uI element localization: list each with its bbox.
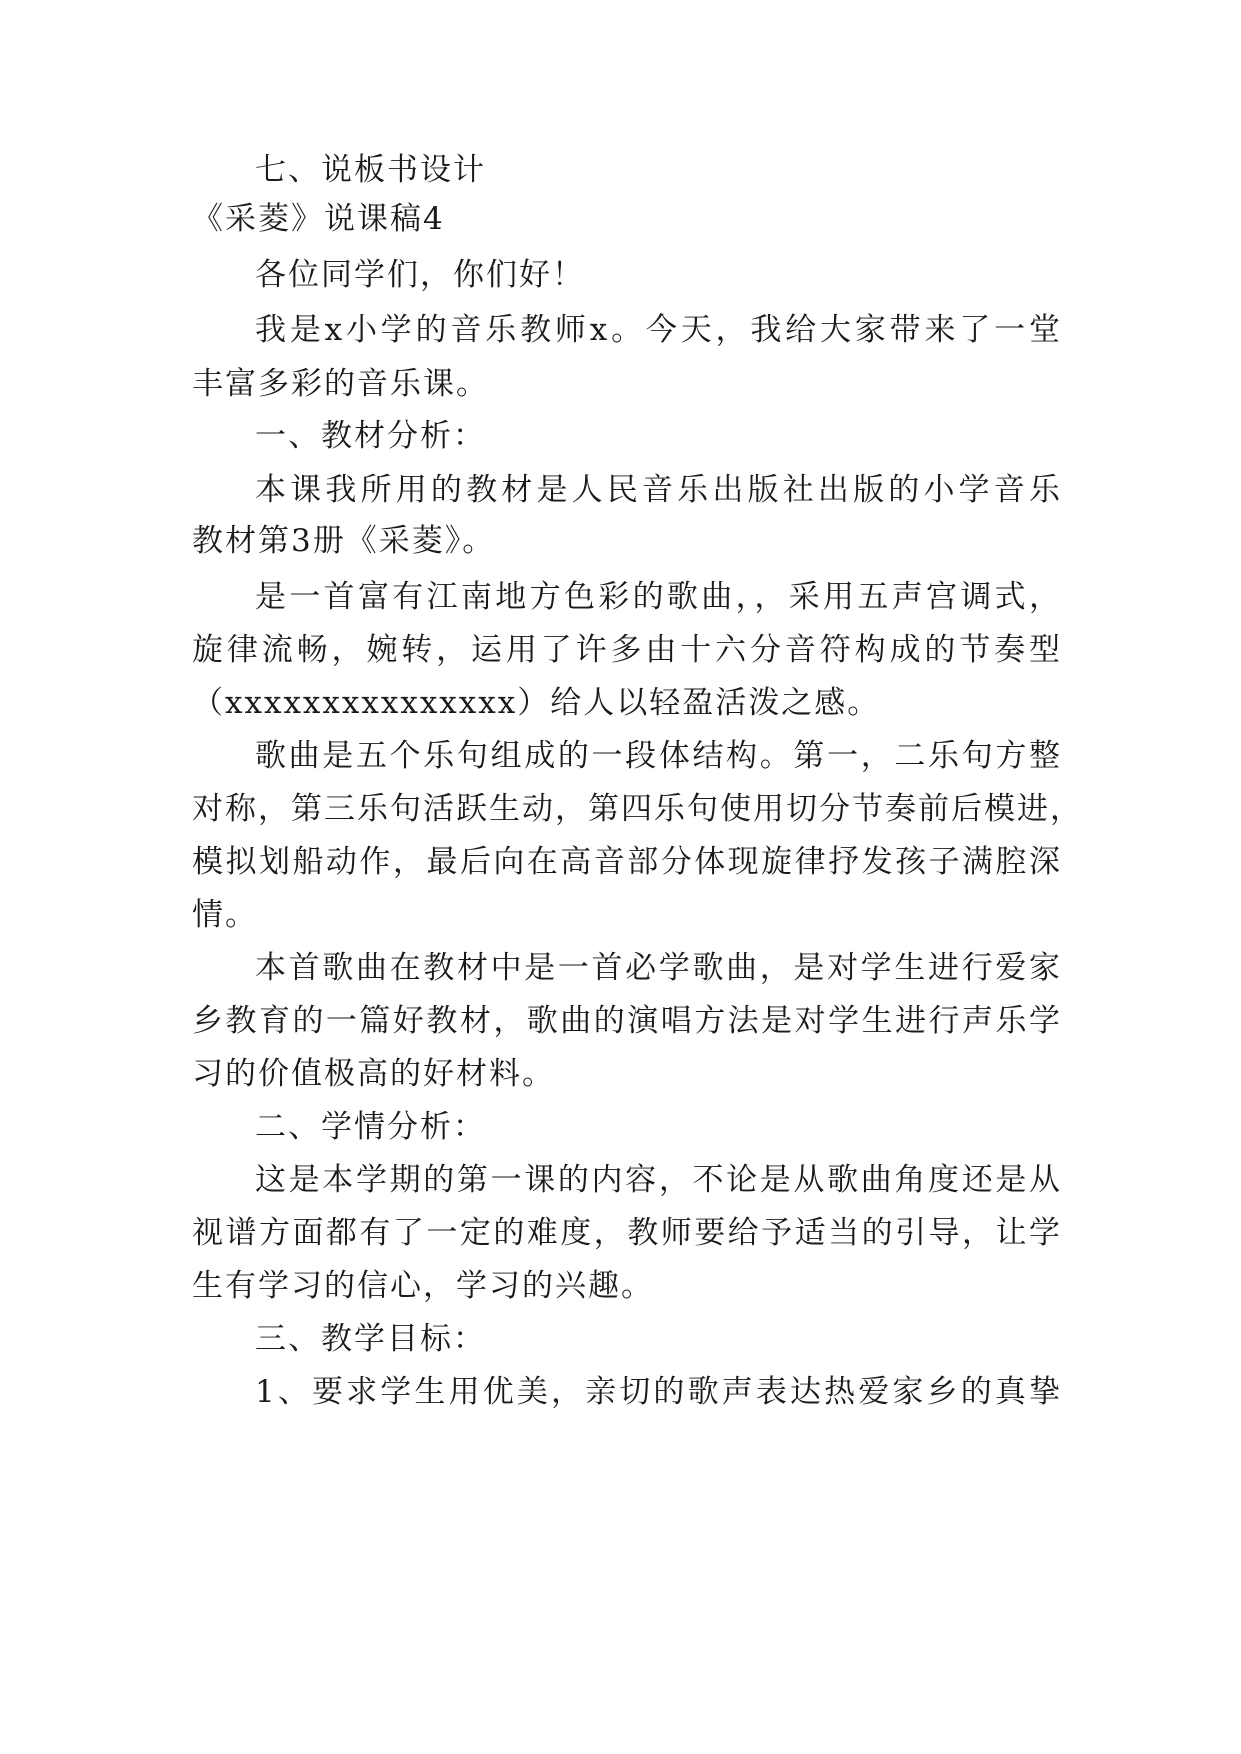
section-heading-teaching-goals: 三、教学目标： <box>255 1321 486 1357</box>
structure-line-1: 歌曲是五个乐句组成的一段体结构。第一，二乐句方整 <box>255 738 1062 774</box>
structure-line-3: 模拟划船动作，最后向在高音部分体现旋律抒发孩子满腔深 <box>192 844 1062 880</box>
significance-line-3: 习的价值极高的好材料。 <box>192 1056 555 1092</box>
document-title: 《采菱》说课稿4 <box>192 201 445 237</box>
song-description-line-1: 是一首富有江南地方色彩的歌曲，，采用五声宫调式， <box>255 579 1062 615</box>
material-line-1: 本课我所用的教材是人民音乐出版社出版的小学音乐 <box>255 472 1062 508</box>
song-description-line-2: 旋律流畅，婉转，运用了许多由十六分音符构成的节奏型 <box>192 632 1062 668</box>
student-analysis-line-3: 生有学习的信心，学习的兴趣。 <box>192 1268 654 1304</box>
greeting-line: 各位同学们，你们好！ <box>255 257 585 293</box>
structure-line-4: 情。 <box>192 897 258 933</box>
student-analysis-line-1: 这是本学期的第一课的内容，不论是从歌曲角度还是从 <box>255 1162 1062 1198</box>
section-heading-material-analysis: 一、教材分析： <box>255 418 486 454</box>
significance-line-1: 本首歌曲在教材中是一首必学歌曲，是对学生进行爱家 <box>255 950 1062 986</box>
intro-line-1: 我是x小学的音乐教师x。今天，我给大家带来了一堂 <box>255 312 1062 348</box>
significance-line-2: 乡教育的一篇好教材，歌曲的演唱方法是对学生进行声乐学 <box>192 1003 1062 1039</box>
section-heading-student-analysis: 二、学情分析： <box>255 1109 486 1145</box>
section-heading-board-design: 七、说板书设计 <box>255 152 486 188</box>
student-analysis-line-2: 视谱方面都有了一定的难度，教师要给予适当的引导，让学 <box>192 1215 1062 1251</box>
material-line-2: 教材第3册《采菱》。 <box>192 523 496 559</box>
teaching-goal-1-line-1: 1、要求学生用优美，亲切的歌声表达热爱家乡的真挚 <box>255 1374 1062 1410</box>
structure-line-2: 对称，第三乐句活跃生动，第四乐句使用切分节奏前后模进， <box>192 791 1083 827</box>
song-description-line-3: （xxxxxxxxxxxxxxx）给人以轻盈活泼之感。 <box>192 685 881 721</box>
intro-line-2: 丰富多彩的音乐课。 <box>192 366 489 402</box>
